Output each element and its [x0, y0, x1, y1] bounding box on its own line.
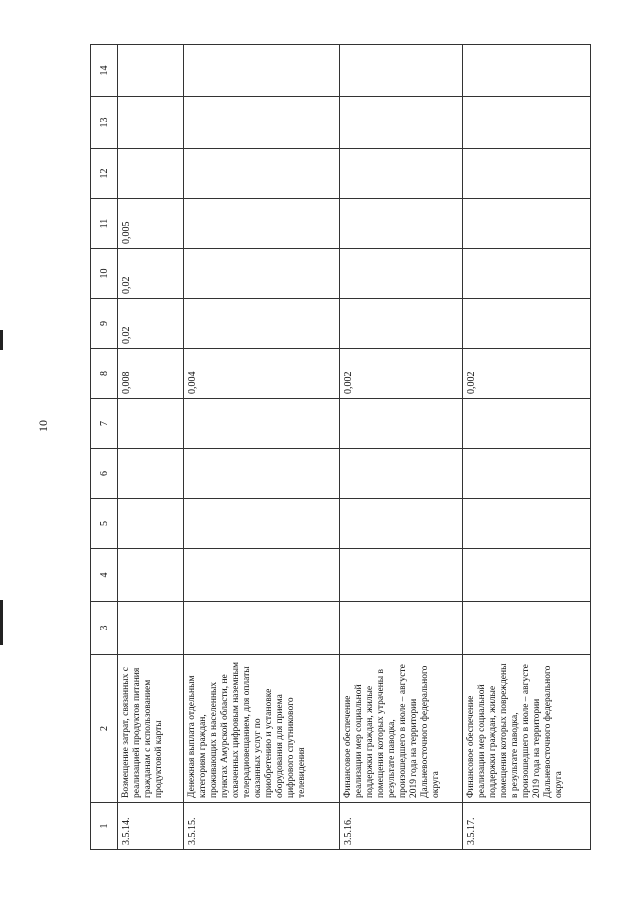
cell-col-9	[184, 299, 340, 349]
row-code: 3.5.15.	[184, 803, 340, 850]
cell-col-9: 0,02	[118, 299, 184, 349]
binding-mark-bottom	[0, 600, 3, 645]
cell-col-10	[184, 249, 340, 299]
cell-col-11: 0,005	[118, 199, 184, 249]
header-cell: 10	[91, 249, 118, 299]
cell-col-8: 0,008	[118, 349, 184, 399]
header-cell: 3	[91, 602, 118, 655]
row-code: 3.5.16.	[340, 803, 463, 850]
header-cell: 11	[91, 199, 118, 249]
header-row	[91, 45, 118, 850]
header-cell: 8	[91, 349, 118, 399]
cell-col-9	[463, 299, 591, 349]
table-row	[118, 45, 184, 850]
cell-col-10	[463, 249, 591, 299]
cell-col-11	[184, 199, 340, 249]
table-row	[340, 45, 463, 850]
header-cell: 13	[91, 97, 118, 149]
document-table-wrapper	[90, 45, 585, 850]
row-code: 3.5.14.	[118, 803, 184, 850]
cell-col-9	[340, 299, 463, 349]
table-row	[463, 45, 591, 850]
cell-col-8: 0,004	[184, 349, 340, 399]
cell-col-11	[340, 199, 463, 249]
cell-col-11	[463, 199, 591, 249]
cell-col-8: 0,002	[463, 349, 591, 399]
table-row	[184, 45, 340, 850]
row-description: Денежная выплата отдельным категориям граждан, проживающих в населенных пунктах Амурской области, не охваченных цифровым наземным телерадиовещанием, для оплаты оказанных услуг по приобретению и установке оборудования для приема цифрового спутникового телевидения	[184, 655, 340, 803]
header-cell: 2	[91, 655, 118, 803]
page-number	[36, 420, 51, 432]
header-cell: 7	[91, 399, 118, 449]
page-number-text: 10	[36, 420, 50, 432]
header-cell: 6	[91, 449, 118, 499]
row-description: Финансовое обеспечение реализации мер социальной поддержки граждан, жилые помещения которых повреждены в результате паводка, произошедшего в июле – августе 2019 года на территории Дальневосточного федерального округа	[463, 655, 591, 803]
cell-col-10: 0,02	[118, 249, 184, 299]
document-table	[90, 44, 591, 850]
cell-col-10	[340, 249, 463, 299]
row-code: 3.5.17.	[463, 803, 591, 850]
header-cell: 1	[91, 803, 118, 850]
header-cell: 5	[91, 499, 118, 549]
row-description: Возмещение затрат, связанных с реализацией продуктов питания гражданам с использованием продуктовой карты	[118, 655, 184, 803]
header-cell: 14	[91, 45, 118, 97]
header-cell: 4	[91, 549, 118, 602]
cell-col-8: 0,002	[340, 349, 463, 399]
header-cell: 9	[91, 299, 118, 349]
header-cell: 12	[91, 149, 118, 199]
row-description: Финансовое обеспечение реализации мер социальной поддержки граждан, жилые помещения которых утрачены в результате паводка, произошедшего в июле – августе 2019 года на территории Дальневосточного федерального округа	[340, 655, 463, 803]
binding-mark-top	[0, 330, 3, 350]
